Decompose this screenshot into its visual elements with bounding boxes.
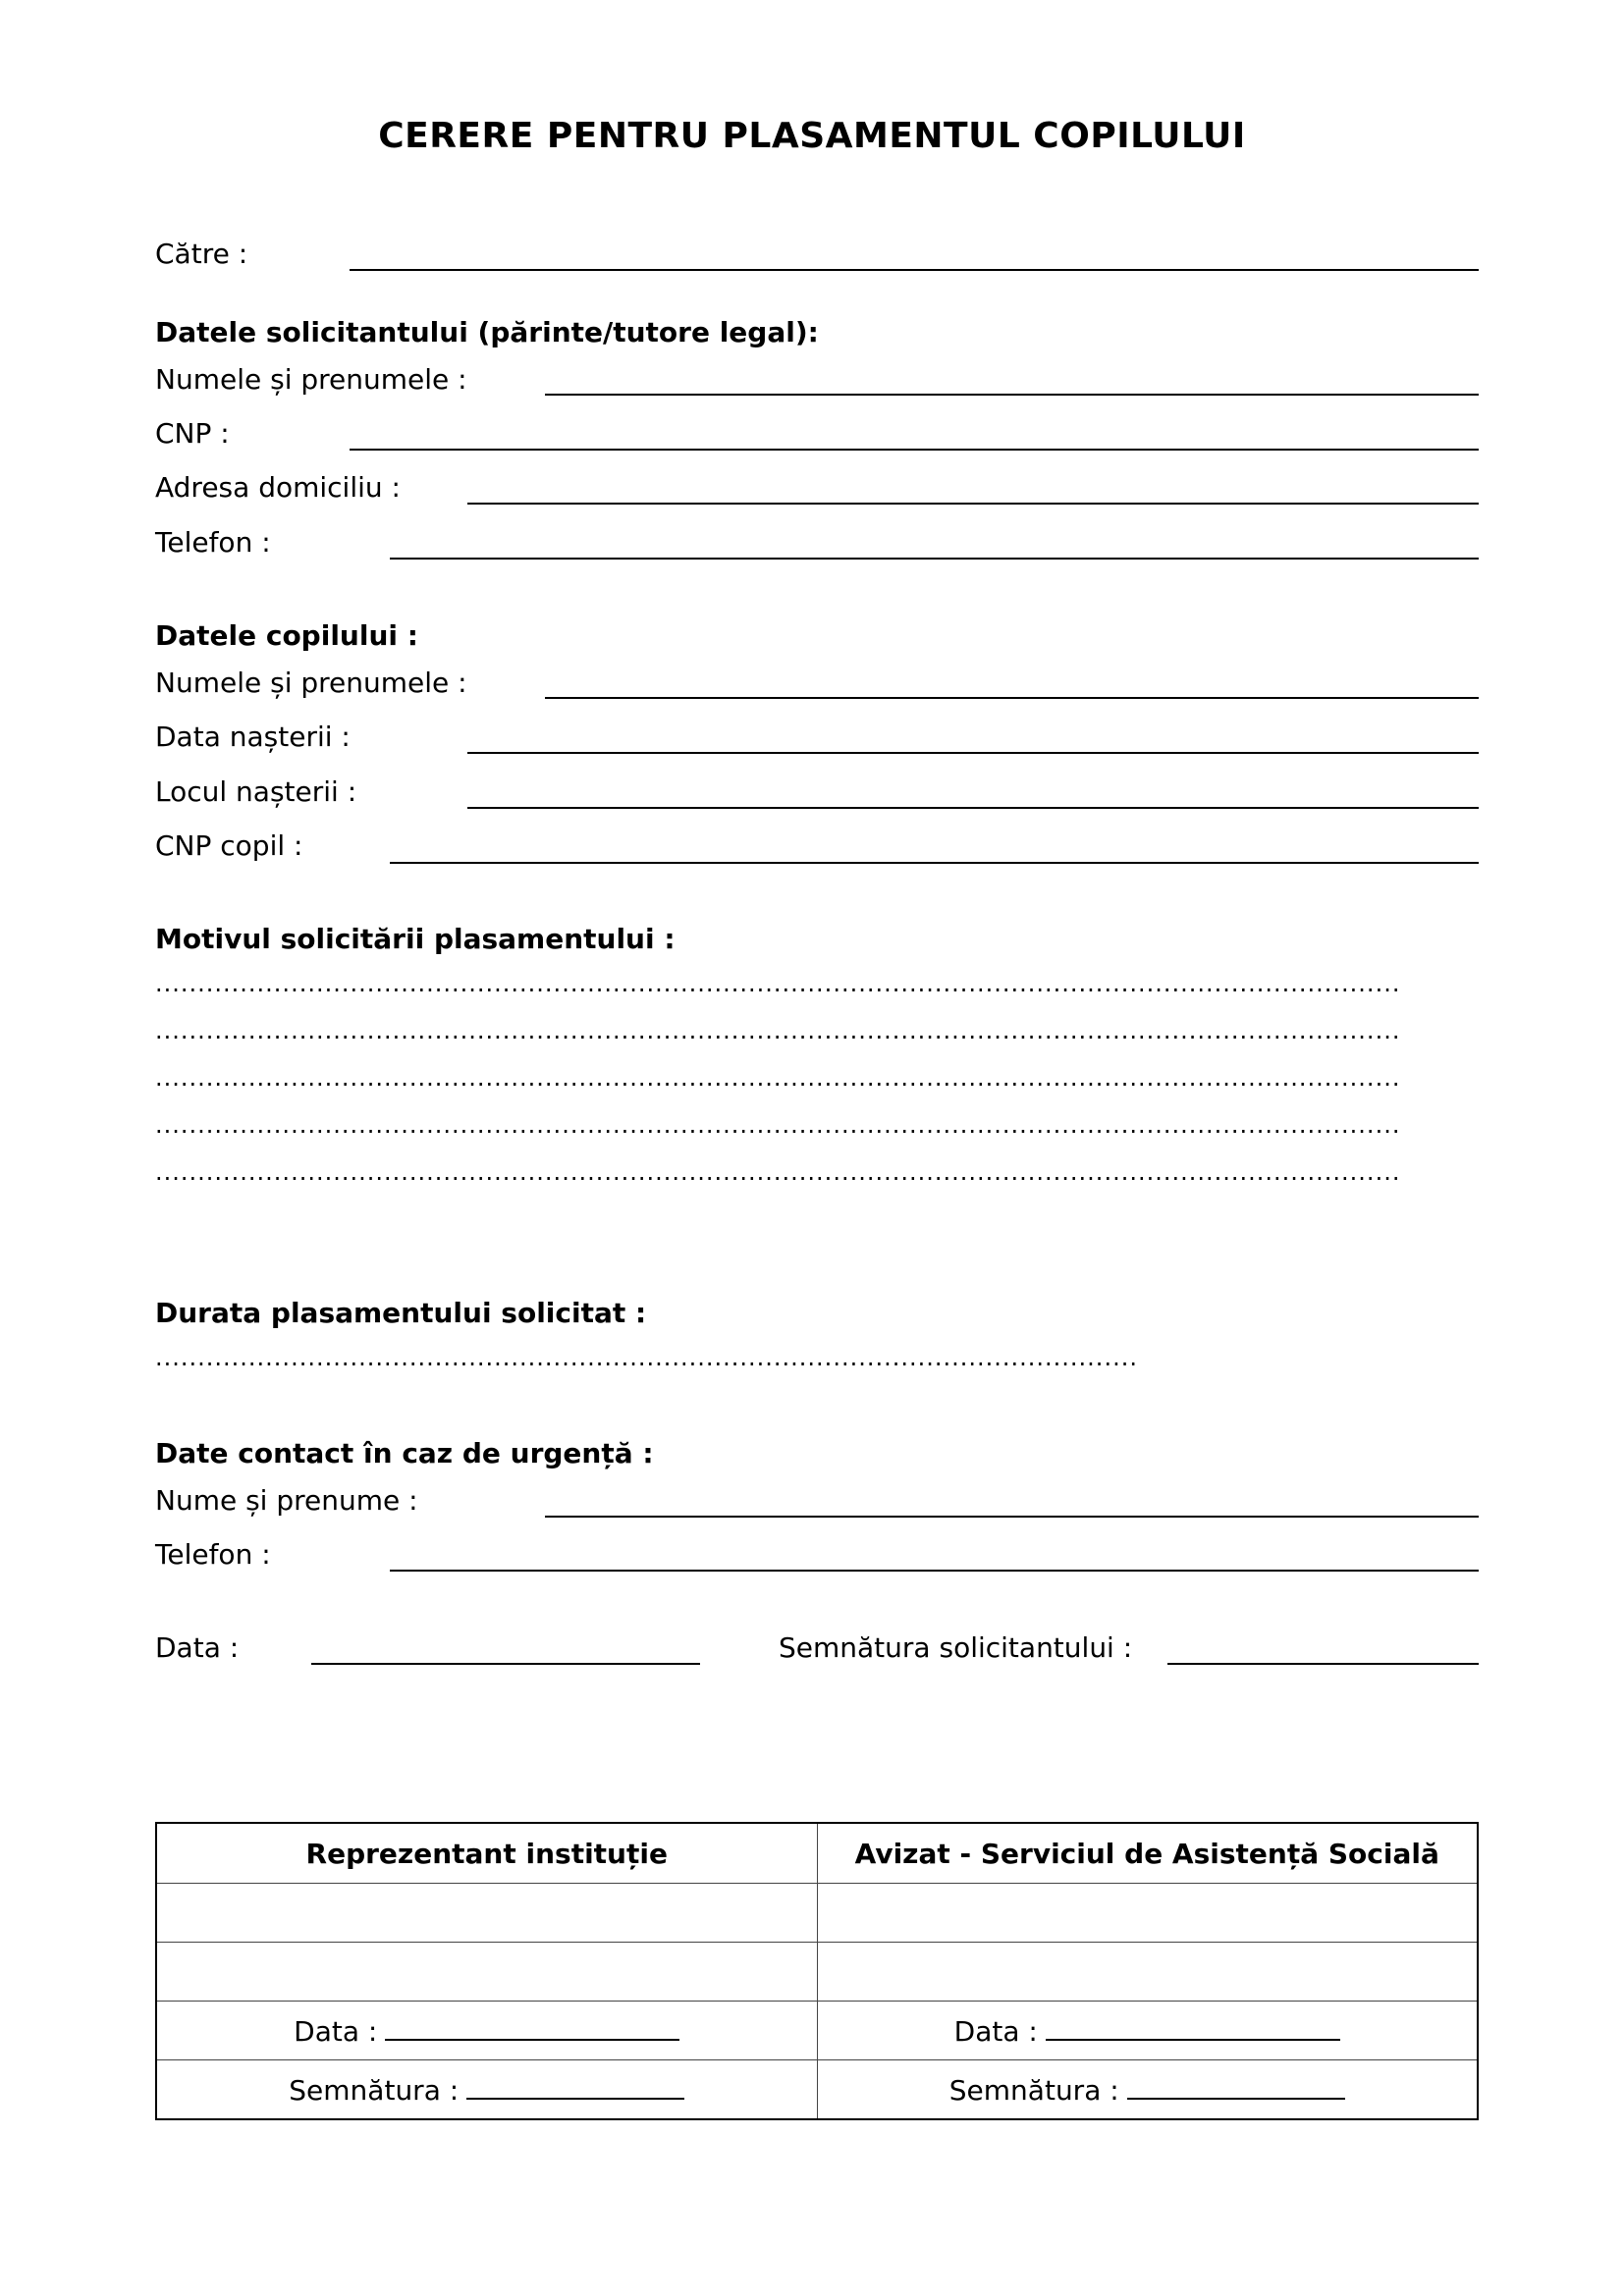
catre-field[interactable] — [350, 269, 1479, 271]
table-date-field[interactable] — [1046, 2013, 1340, 2041]
duration-line[interactable]: .................................................................................................................... — [155, 1344, 1138, 1371]
reason-line[interactable]: ................................................................................................................................................... — [155, 1158, 1401, 1186]
table-row — [156, 2060, 1478, 2120]
child-name-field[interactable] — [545, 697, 1479, 699]
table-row — [156, 1943, 1478, 2002]
duration-heading: Durata plasamentului solicitat : — [155, 1297, 647, 1329]
applicant-phone-field[interactable] — [390, 558, 1479, 560]
child-birth-place-field[interactable] — [467, 807, 1479, 809]
catre-label: Către : — [155, 238, 248, 270]
approval-table — [155, 1822, 1479, 2120]
table-date-field[interactable] — [385, 2013, 679, 2041]
child-cnp-label: CNP copil : — [155, 829, 303, 862]
emergency-name-label: Nume și prenume : — [155, 1484, 418, 1517]
document-title: CERERE PENTRU PLASAMENTUL COPILULUI — [378, 116, 1246, 156]
applicant-name-field[interactable] — [545, 394, 1479, 396]
emergency-name-field[interactable] — [545, 1516, 1479, 1518]
social-service-cell[interactable] — [817, 1884, 1478, 1943]
applicant-cnp-field[interactable] — [350, 449, 1479, 451]
header-representative: Reprezentant instituție — [156, 1823, 817, 1884]
child-name-label: Numele și prenumele : — [155, 667, 467, 699]
social-service-cell[interactable] — [817, 1943, 1478, 2002]
signature-label: Semnătura solicitantului : — [779, 1631, 1133, 1664]
child-birth-date-label: Data nașterii : — [155, 721, 351, 753]
reason-line[interactable]: ................................................................................................................................................... — [155, 970, 1401, 997]
representative-signature-cell[interactable] — [156, 2060, 817, 2120]
child-heading: Datele copilului : — [155, 619, 418, 652]
representative-date-cell[interactable] — [156, 2002, 817, 2060]
applicant-address-label: Adresa domiciliu : — [155, 471, 401, 504]
reason-line[interactable]: ................................................................................................................................................... — [155, 1017, 1401, 1044]
representative-cell[interactable] — [156, 1884, 817, 1943]
table-signature-label: Semnătura : — [948, 2074, 1119, 2107]
applicant-heading: Datele solicitantului (părinte/tutore legal): — [155, 316, 819, 348]
emergency-phone-field[interactable] — [390, 1570, 1479, 1572]
representative-cell[interactable] — [156, 1943, 817, 2002]
table-header-row — [156, 1823, 1478, 1884]
applicant-phone-label: Telefon : — [155, 526, 271, 559]
child-cnp-field[interactable] — [390, 862, 1479, 864]
table-signature-label: Semnătura : — [289, 2074, 460, 2107]
social-service-signature-cell[interactable] — [817, 2060, 1478, 2120]
emergency-phone-label: Telefon : — [155, 1538, 271, 1571]
date-field[interactable] — [311, 1663, 700, 1665]
reason-heading: Motivul solicitării plasamentului : — [155, 923, 676, 955]
table-signature-field[interactable] — [466, 2072, 684, 2100]
table-row — [156, 2002, 1478, 2060]
table-date-label: Data : — [294, 2015, 378, 2048]
table-signature-field[interactable] — [1127, 2072, 1345, 2100]
applicant-name-label: Numele și prenumele : — [155, 363, 467, 396]
applicant-address-field[interactable] — [467, 503, 1479, 505]
applicant-cnp-label: CNP : — [155, 417, 230, 450]
signature-field[interactable] — [1167, 1663, 1479, 1665]
child-birth-date-field[interactable] — [467, 752, 1479, 754]
table-row — [156, 1884, 1478, 1943]
social-service-date-cell[interactable] — [817, 2002, 1478, 2060]
date-label: Data : — [155, 1631, 240, 1664]
emergency-heading: Date contact în caz de urgență : — [155, 1437, 654, 1469]
reason-line[interactable]: ................................................................................................................................................... — [155, 1111, 1401, 1139]
reason-line[interactable]: ................................................................................................................................................... — [155, 1064, 1401, 1092]
child-birth-place-label: Locul nașterii : — [155, 775, 357, 808]
table-date-label: Data : — [953, 2015, 1038, 2048]
header-social-service: Avizat - Serviciul de Asistență Socială — [817, 1823, 1478, 1884]
